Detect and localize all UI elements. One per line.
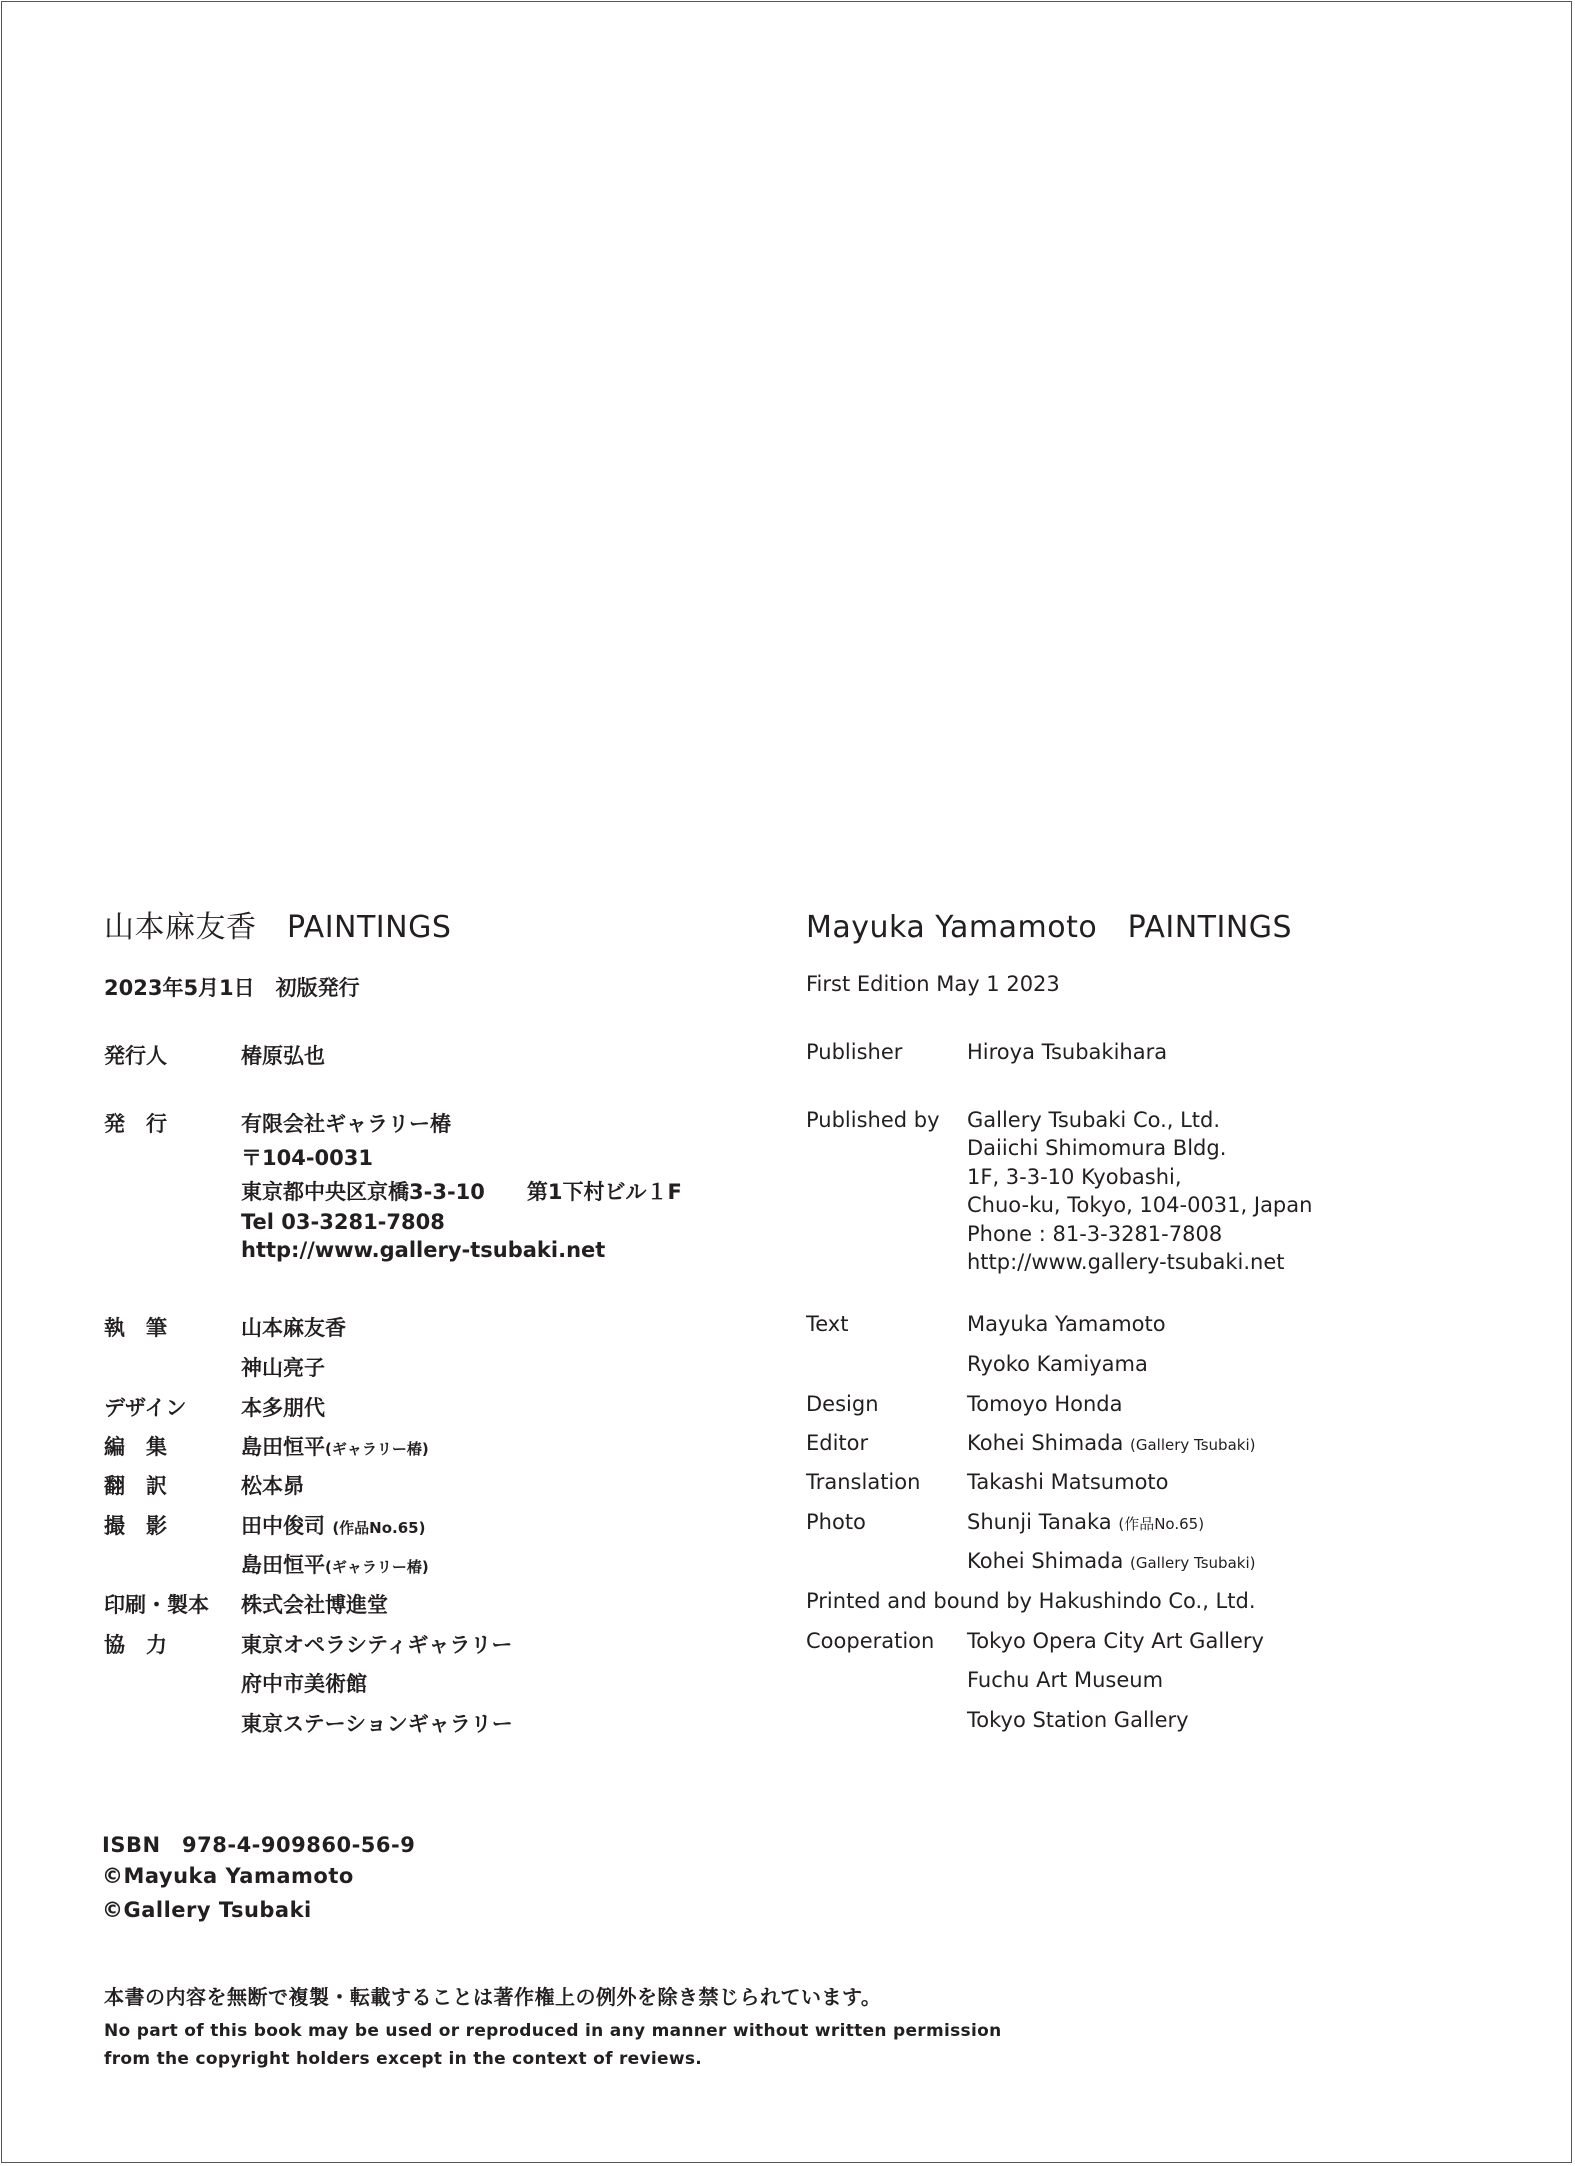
en-website[interactable]: http://www.gallery-tsubaki.net	[967, 1250, 1285, 1274]
en-photo-value	[967, 1549, 1255, 1573]
jp-editor-label: 編 集	[104, 1435, 167, 1459]
en-editor-note: (Gallery Tsubaki)	[1130, 1436, 1256, 1454]
en-design-label: Design	[806, 1392, 879, 1416]
jp-translation-value: 松本昴	[241, 1474, 304, 1498]
jp-printing-label: 印刷・製本	[104, 1593, 209, 1617]
en-design-value: Tomoyo Honda	[967, 1392, 1123, 1416]
en-photo-note: (Gallery Tsubaki)	[1130, 1554, 1256, 1572]
notice-en: No part of this book may be used or reproduced in any manner without written permission	[104, 2021, 1002, 2041]
jp-photo-value	[241, 1549, 429, 1579]
en-publisher-label: Publisher	[806, 1040, 903, 1064]
jp-editor-name: 島田恒平	[241, 1435, 325, 1459]
en-cooperation-label: Cooperation	[806, 1629, 935, 1653]
jp-photo-note: (ギャラリー椿)	[325, 1558, 429, 1576]
jp-website[interactable]: http://www.gallery-tsubaki.net	[241, 1238, 606, 1262]
jp-editor-value	[241, 1431, 429, 1461]
jp-translation-label: 翻 訳	[104, 1474, 167, 1498]
en-photo-note: (作品No.65)	[1118, 1515, 1205, 1533]
jp-published-by-line: Tel 03-3281-7808	[241, 1210, 445, 1234]
jp-published-by-line: 有限会社ギャラリー椿	[241, 1112, 451, 1136]
en-text-value: Mayuka Yamamoto	[967, 1312, 1166, 1336]
en-photo-value	[967, 1510, 1204, 1534]
jp-publisher-label: 発行人	[104, 1044, 167, 1068]
en-publisher-value: Hiroya Tsubakihara	[967, 1040, 1168, 1064]
en-translation-value: Takashi Matsumoto	[967, 1470, 1169, 1494]
isbn: ISBN 978-4-909860-56-9	[102, 1833, 416, 1857]
en-published-by-line: Gallery Tsubaki Co., Ltd.	[967, 1108, 1221, 1132]
jp-printing-value: 株式会社博進堂	[241, 1593, 388, 1617]
en-title: Mayuka Yamamoto PAINTINGS	[806, 910, 1293, 945]
en-editor-name: Kohei Shimada	[967, 1431, 1124, 1455]
en-text-label: Text	[806, 1312, 849, 1336]
jp-photo-value	[241, 1510, 425, 1540]
jp-editor-note: (ギャラリー椿)	[325, 1440, 429, 1458]
jp-text-value: 山本麻友香	[241, 1316, 346, 1340]
jp-published-by-label: 発 行	[104, 1112, 167, 1136]
copyright-gallery: ©Gallery Tsubaki	[102, 1898, 312, 1922]
en-published-by-line: 1F, 3-3-10 Kyobashi,	[967, 1165, 1182, 1189]
jp-photo-label: 撮 影	[104, 1514, 167, 1538]
notice-jp: 本書の内容を無断で複製・転載することは著作権上の例外を除き禁じられています。	[104, 1985, 882, 2009]
jp-cooperation-value: 府中市美術館	[241, 1672, 367, 1696]
jp-published-by-line: 〒104-0031	[241, 1146, 373, 1170]
jp-cooperation-label: 協 力	[104, 1633, 167, 1657]
jp-photo-name: 島田恒平	[241, 1553, 325, 1577]
notice-en: from the copyright holders except in the context of reviews.	[104, 2049, 703, 2069]
jp-title: 山本麻友香 PAINTINGS	[104, 910, 452, 945]
en-published-by-line: Chuo-ku, Tokyo, 104-0031, Japan	[967, 1193, 1313, 1217]
jp-edition: 2023年5月1日 初版発行	[104, 976, 360, 1000]
jp-design-label: デザイン	[104, 1396, 187, 1420]
jp-photo-name: 田中俊司	[241, 1514, 325, 1538]
en-published-by-line: Phone : 81-3-3281-7808	[967, 1222, 1223, 1246]
jp-text-value: 神山亮子	[241, 1356, 325, 1380]
copyright-author: ©Mayuka Yamamoto	[102, 1864, 354, 1888]
en-editor-value	[967, 1431, 1255, 1455]
en-published-by-line: Daiichi Shimomura Bldg.	[967, 1136, 1227, 1160]
en-printing-line: Printed and bound by Hakushindo Co., Ltd.	[806, 1589, 1256, 1613]
en-cooperation-value: Fuchu Art Museum	[967, 1668, 1164, 1692]
en-edition: First Edition May 1 2023	[806, 972, 1060, 996]
en-translation-label: Translation	[806, 1470, 921, 1494]
en-cooperation-value: Tokyo Station Gallery	[967, 1708, 1189, 1732]
jp-text-label: 執 筆	[104, 1316, 167, 1340]
jp-cooperation-value: 東京ステーションギャラリー	[241, 1712, 513, 1736]
jp-photo-note: (作品No.65)	[332, 1519, 426, 1537]
en-photo-name: Shunji Tanaka	[967, 1510, 1112, 1534]
en-published-by-label: Published by	[806, 1108, 940, 1132]
en-cooperation-value: Tokyo Opera City Art Gallery	[967, 1629, 1264, 1653]
en-photo-name: Kohei Shimada	[967, 1549, 1124, 1573]
jp-cooperation-value: 東京オペラシティギャラリー	[241, 1633, 513, 1657]
jp-publisher-value: 椿原弘也	[241, 1044, 325, 1068]
en-photo-label: Photo	[806, 1510, 866, 1534]
jp-published-by-line: 東京都中央区京橋3-3-10 第1下村ビル１F	[241, 1180, 682, 1204]
en-text-value: Ryoko Kamiyama	[967, 1352, 1148, 1376]
en-editor-label: Editor	[806, 1431, 869, 1455]
jp-design-value: 本多朋代	[241, 1396, 325, 1420]
